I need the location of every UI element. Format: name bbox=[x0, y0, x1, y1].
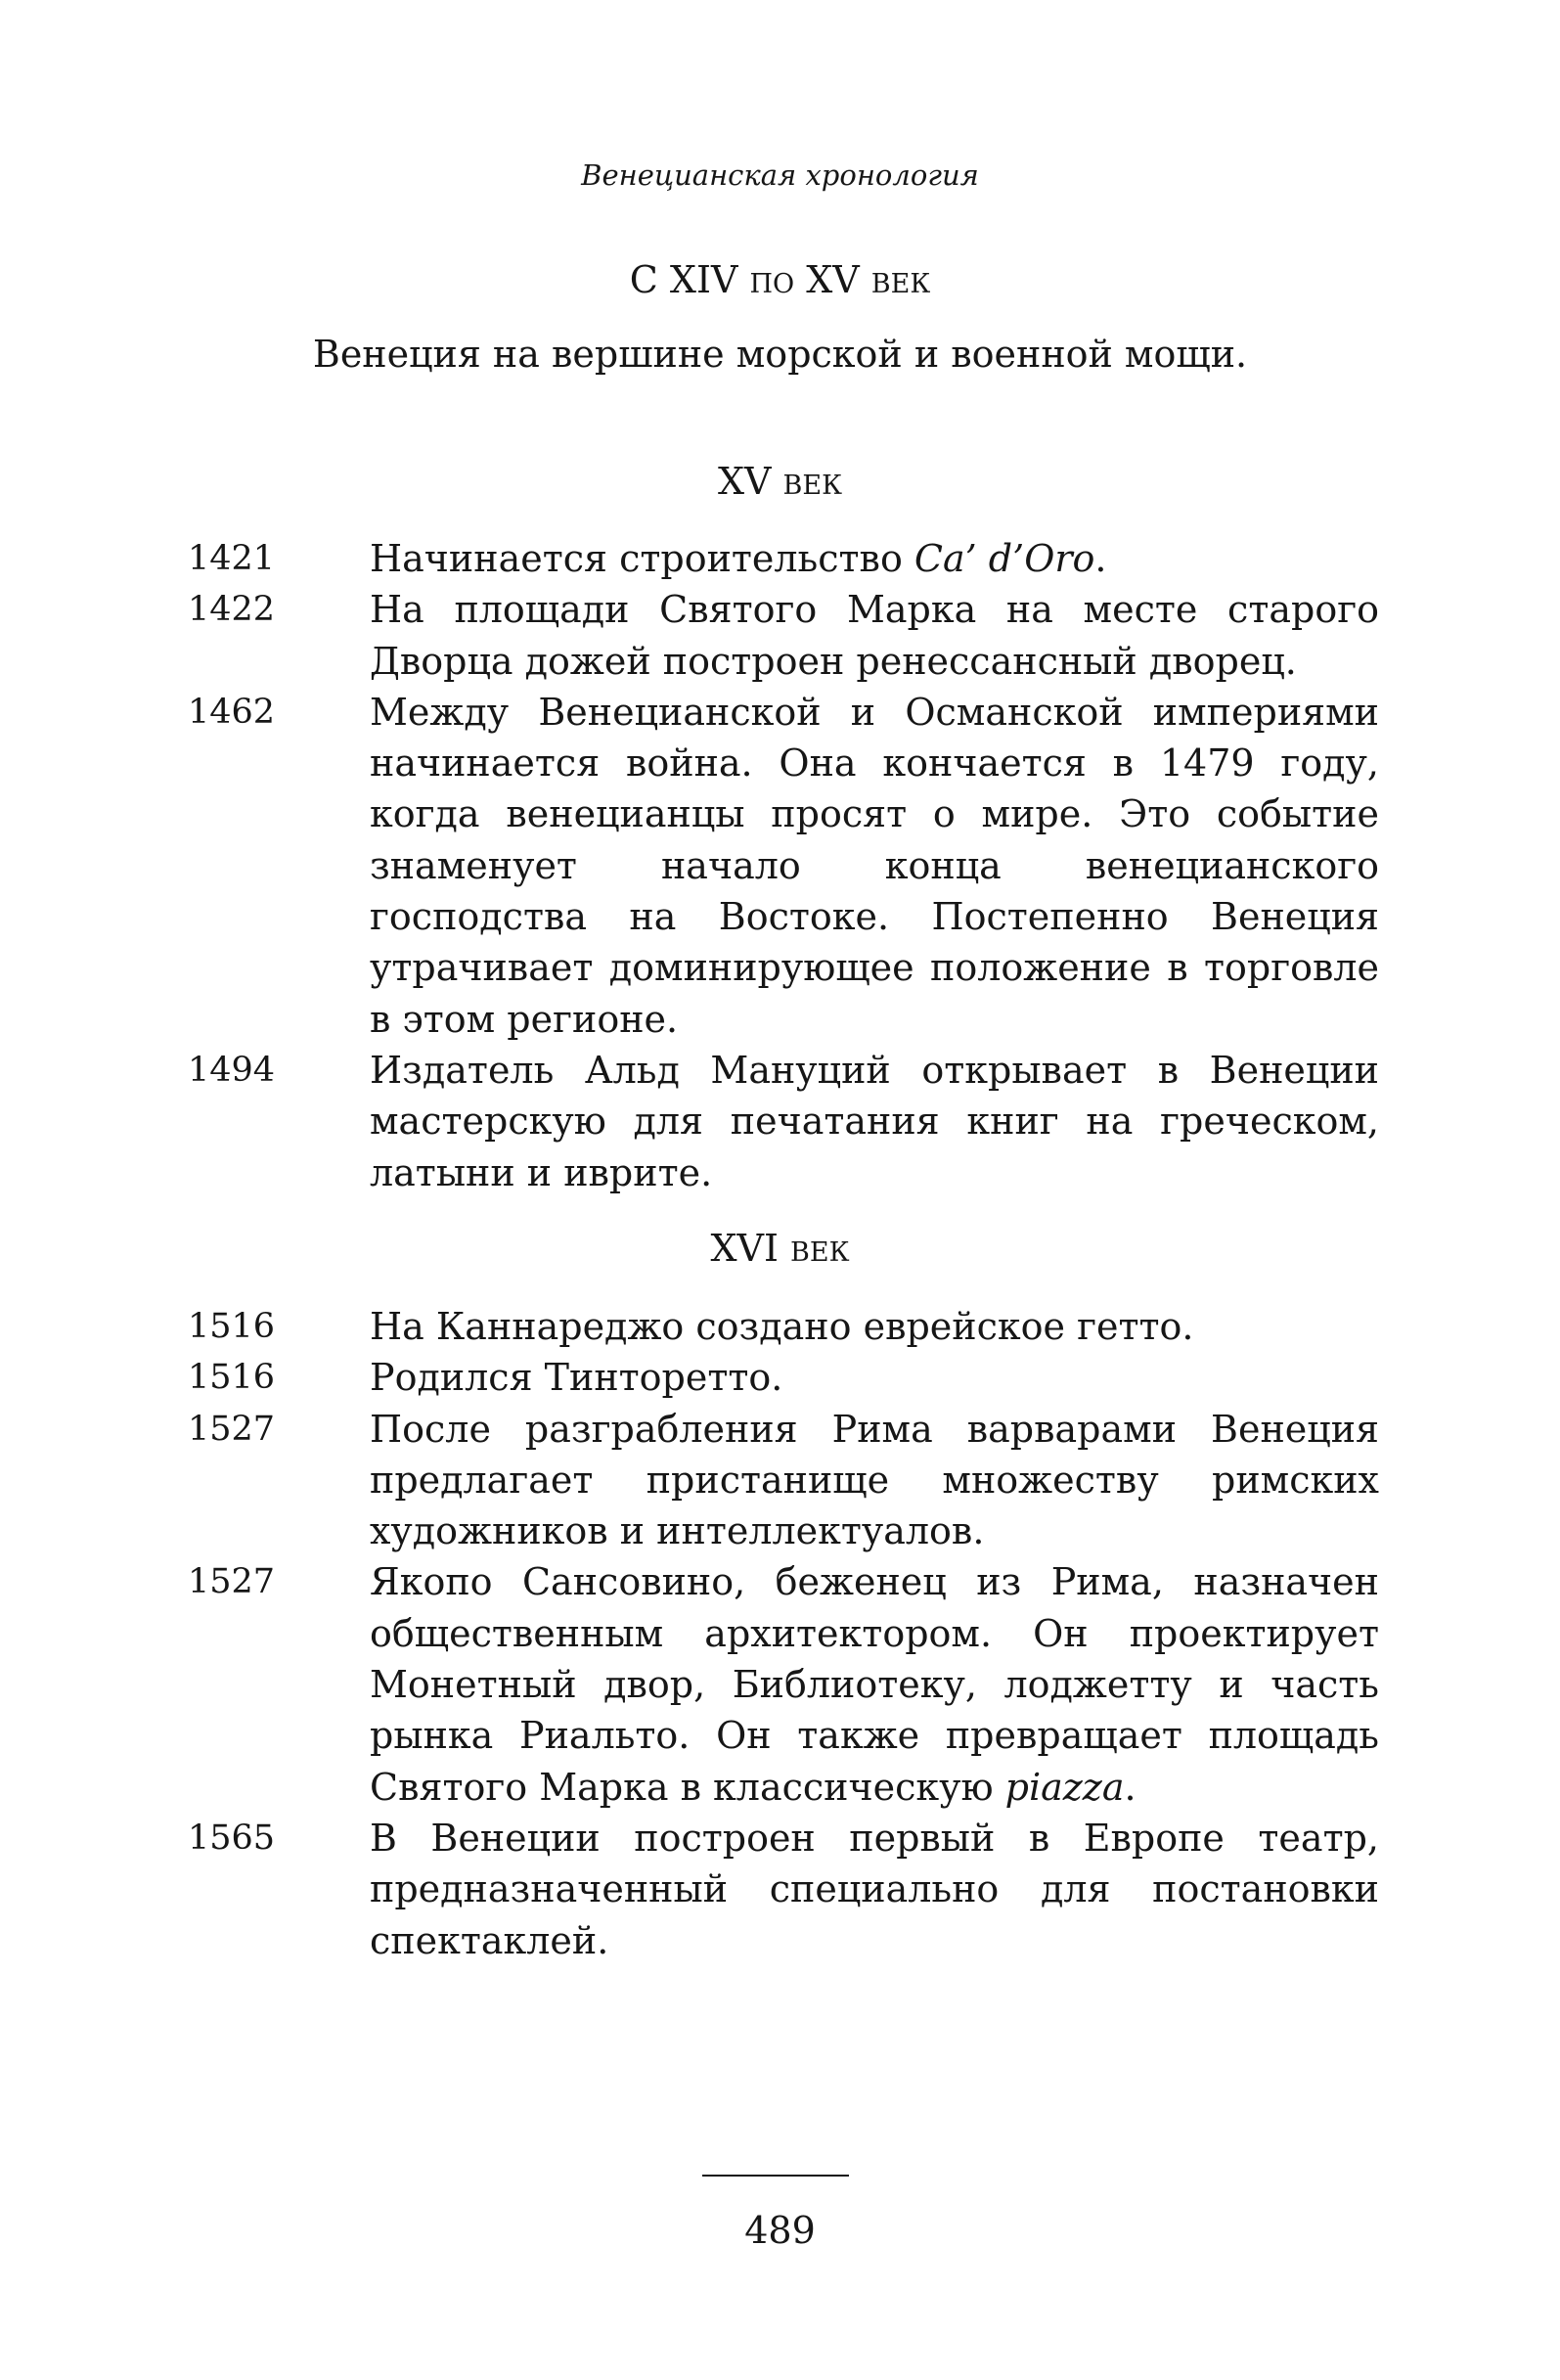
entry-text: На Каннареджо создано еврейское гетто. bbox=[370, 1305, 1194, 1348]
entry-year: 1565 bbox=[188, 1818, 276, 1858]
heading-16-century: XVI век bbox=[710, 1227, 850, 1270]
entry-year: 1516 bbox=[188, 1358, 276, 1398]
italic-term: piazza bbox=[1004, 1765, 1125, 1809]
heading-15-century: XV век bbox=[717, 460, 843, 503]
entries-16-century bbox=[188, 1301, 1381, 1966]
footer-rule bbox=[702, 2175, 849, 2177]
entry-year: 1516 bbox=[188, 1307, 276, 1346]
timeline-entry bbox=[188, 1352, 1381, 1403]
entry-text: Между Венецианской и Османской империями начинается война. Она кончается в 1479 году, когда венецианцы просят о мире. Это событие знаменует начало конца венецианского господства на Востоке. Постепенно Венеция утрачивает доминирующее положение в торговле в этом регионе. bbox=[370, 690, 1379, 1041]
timeline-entry bbox=[188, 1301, 1381, 1352]
intro-paragraph: Венеция на вершине морской и военной мощи. bbox=[312, 333, 1248, 376]
entry-year: 1422 bbox=[188, 590, 276, 630]
entry-year: 1462 bbox=[188, 692, 276, 732]
entry-text: На площади Святого Марка на месте старого Дворца дожей построен ренессансный дворец. bbox=[370, 588, 1379, 683]
timeline-entry bbox=[188, 533, 1381, 584]
timeline-entry bbox=[188, 1556, 1381, 1812]
timeline-entry bbox=[188, 584, 1381, 687]
running-head: Венецианская хронология bbox=[581, 158, 979, 192]
timeline-entry bbox=[188, 687, 1381, 1045]
entry-text: После разграбления Рима варварами Венеция предлагает пристанище множеству римских художников и интеллектуалов. bbox=[370, 1407, 1379, 1553]
entry-year: 1494 bbox=[188, 1050, 276, 1090]
page-number: 489 bbox=[744, 2209, 816, 2252]
entry-text: Якопо Сансовино, беженец из Рима, назначен общественным архитектором. Он проектирует Монетный двор, Библиотеку, лоджетту и часть рынка Риальто. Он также превращает площадь Святого Марка в классическую piazza. bbox=[370, 1560, 1379, 1809]
timeline-entry bbox=[188, 1813, 1381, 1966]
entry-year: 1421 bbox=[188, 539, 276, 578]
entry-year: 1527 bbox=[188, 1409, 276, 1449]
entry-text: Начинается строительство Ca’ d’Oro. bbox=[370, 537, 1107, 580]
entry-year: 1527 bbox=[188, 1562, 276, 1602]
entry-text: Родился Тинторетто. bbox=[370, 1356, 783, 1400]
timeline-entry bbox=[188, 1404, 1381, 1557]
timeline-entry bbox=[188, 1045, 1381, 1198]
italic-term: Ca’ d’Oro bbox=[914, 537, 1095, 580]
entries-15-century bbox=[188, 533, 1381, 1198]
entry-text: В Венеции построен первый в Европе театр, предназначенный специально для постановки спектаклей. bbox=[370, 1816, 1379, 1962]
entry-text: Издатель Альд Мануций открывает в Венеции мастерскую для печатания книг на греческом, латыни и иврите. bbox=[370, 1048, 1379, 1194]
heading-14-15-century: С XIV по XV век bbox=[629, 258, 931, 301]
